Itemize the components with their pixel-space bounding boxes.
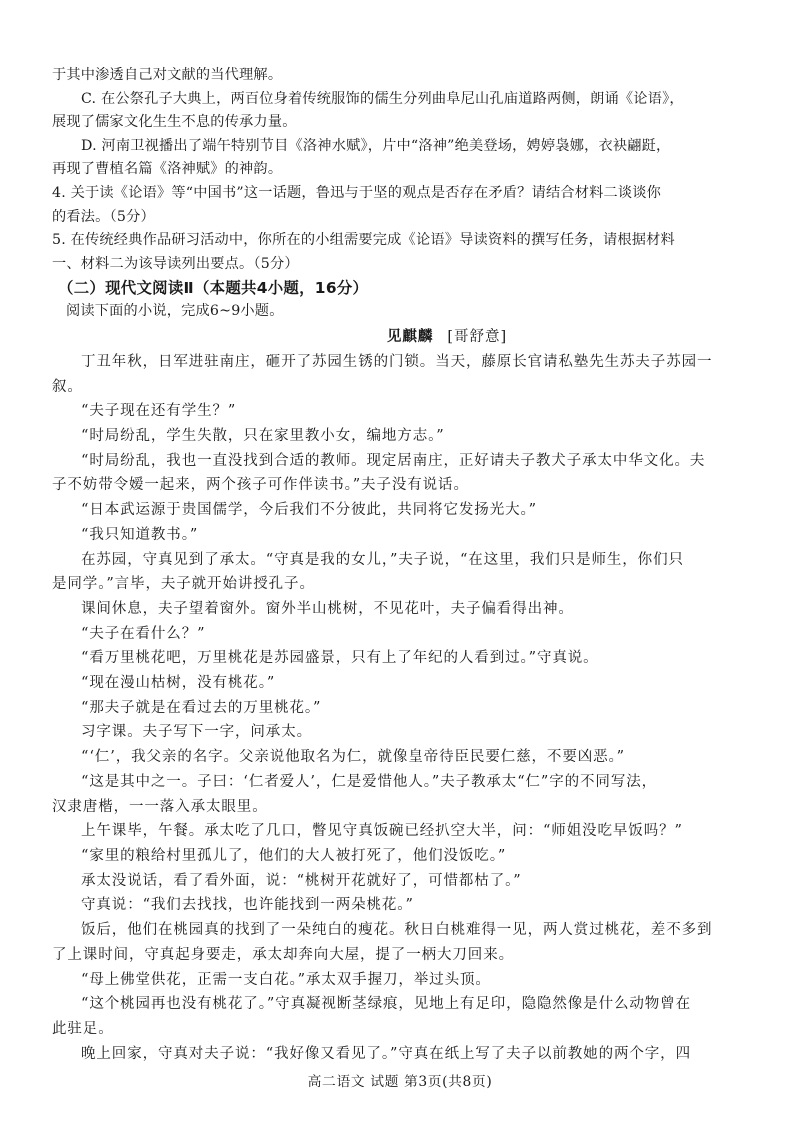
story-line: 是同学。”言毕，夫子就开始讲授孔子。 [52,576,315,593]
story-line: “这是其中之一。子曰：‘仁者爱人’，仁是爱惜他人。”夫子教承太“仁”字的不同写法， [81,773,658,790]
section-heading: （二）现代文阅读Ⅱ（本题共4小题，16分） [58,279,369,298]
question-4: 4. 关于读《论语》等“中国书”这一话题，鲁迅与于坚的观点是否存在矛盾？请结合材料二谈谈你 [52,184,662,201]
instruction: 阅读下面的小说，完成6~9小题。 [66,303,284,320]
story-line: 叙。 [52,378,83,395]
story-line: “‘仁’，我父亲的名字。父亲说他取名为仁，就像皇帝待臣民要仁慈，不要凶恶。” [81,749,625,766]
story-line: “这个桃园再也没有桃花了。”守真凝视断茎绿痕，见地上有足印，隐隐然像是什么动物曾在 [81,996,691,1013]
story-line: 晚上回家，守真对夫子说：“我好像又看见了。”守真在纸上写了夫子以前教她的两个字，四 [81,1045,691,1062]
story-line: “那夫子就是在看过去的万里桃花。” [81,699,322,716]
story-line: 在苏园，守真见到了承太。“守真是我的女儿，”夫子说，“在这里，我们只是师生，你们只 [81,551,684,568]
story-line: “夫子现在还有学生？” [81,403,237,420]
story-line: 了上课时间，守真起身要走，承太却奔向大屋，提了一柄大刀回来。 [52,946,514,963]
story-line: “时局纷乱，学生失散，只在家里教小女，编地方志。” [81,428,445,445]
story-line: 汉隶唐楷，一一落入承太眼里。 [52,798,268,815]
story-author: [哥舒意] [447,328,508,345]
story-line: 饭后，他们在桃园真的找到了一朵纯白的瘦花。秋日白桃难得一见，两人赏过桃花，差不多到 [81,922,713,939]
text-line: 再现了曹植名篇《洛神赋》的神韵。 [52,161,283,178]
story-line: 上午课毕，午餐。承太吃了几口，瞥见守真饭碗已经扒空大半，问：“师姐没吃早饭吗？” [81,823,683,840]
text-line: 于其中渗透自己对文献的当代理解。 [52,67,283,83]
text-line: 展现了儒家文化生生不息的传承力量。 [52,114,297,131]
story-line: “我只知道教书。” [81,526,199,543]
story-title: 见麒麟 [386,327,434,345]
option-c: C. 在公祭孔子大典上，两百位身着传统服饰的儒生分列曲阜尼山孔庙道路两侧，朗诵《论语》， [81,90,684,107]
story-line: “时局纷乱，我也一直没找到合适的教师。现定居南庄，正好请夫子教犬子承太中华文化。夫 [81,452,706,469]
story-line: “日本武运源于贵国儒学，今后我们不分彼此，共同将它发扬光大。” [81,502,537,519]
page-footer: 高二语文 试题 第3页(共8页) [307,1074,493,1090]
story-line: “现在漫山枯树，没有桃花。” [81,675,276,692]
exam-page [52,64,758,1066]
story-line: 习字课。夫子写下一字，问承太。 [81,724,312,741]
question-5: 5. 在传统经典作品研习活动中，你所在的小组需要完成《论语》导读资料的撰写任务，请根据材料 [52,232,675,249]
story-line: 课间休息，夫子望着窗外。窗外半山桃树，不见花叶，夫子偏看得出神。 [81,600,574,617]
story-line: 丁丑年秋，日军进驻南庄，砸开了苏园生锈的门锁。当天，藤原长官请私塾先生苏夫子苏园一 [81,353,713,370]
story-line: 此驻足。 [52,1020,114,1037]
story-line: 子不妨带令嫒一起来，两个孩子可作伴读书。”夫子没有说话。 [52,477,469,494]
story-title-row [52,324,758,350]
text-line: 一、材料二为该导读列出要点。（5分） [52,255,299,272]
story-line: “夫子在看什么？” [81,625,206,642]
story-line: 守真说：“我们去找找，也许能找到一两朵桃花。” [81,897,414,914]
story-line: “看万里桃花吧，万里桃花是苏园盛景，只有上了年纪的人看到过。”守真说。 [81,650,599,667]
story-line: “母上佛堂供花，正需一支白花。”承太双手握刀，举过头顶。 [81,971,491,988]
option-d: D. 河南卫视播出了端午特别节目《洛神水赋》，片中“洛神”绝美登场，娉婷袅娜，衣袂翩跹， [81,137,671,154]
story-line: “家里的粮给村里孤儿了，他们的大人被打死了，他们没饭吃。” [81,848,507,864]
text-line: 的看法。（5分） [52,208,155,225]
story-line: 承太没说话，看了看外面，说：“桃树开花就好了，可惜都枯了。” [81,872,522,889]
